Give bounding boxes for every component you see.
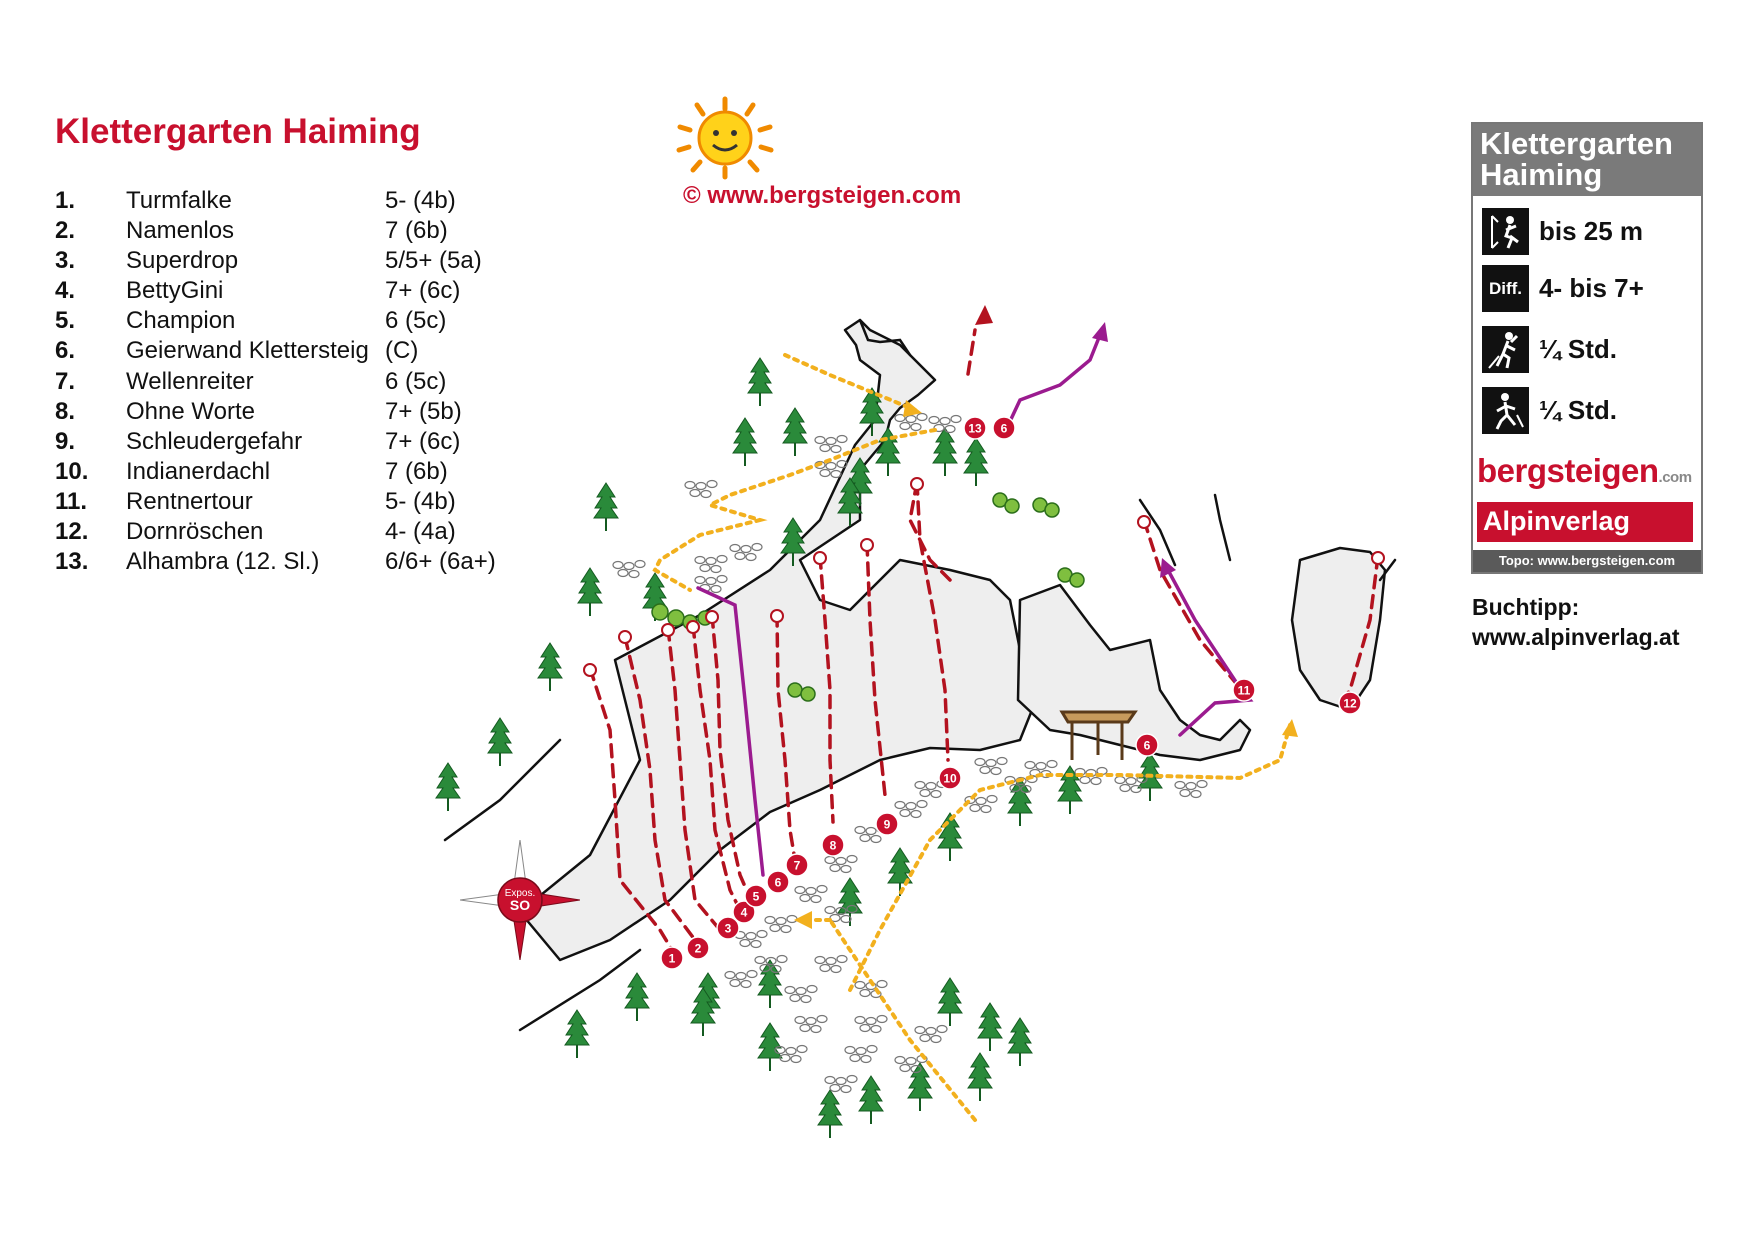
route-grade: 6/6+ (6a+) [385, 548, 496, 576]
route-num: 7. [55, 367, 76, 395]
book-tip-label: Buchtipp: [1472, 594, 1580, 620]
route-grade: 5/5+ (5a) [385, 247, 482, 275]
route-marker-label: 10 [943, 771, 957, 786]
route-name: Indianerdachl [126, 457, 271, 485]
route-num: 1. [55, 187, 76, 214]
route-marker-label: 7 [793, 858, 801, 873]
route-num: 5. [55, 307, 76, 335]
route-grade: 7 (6b) [385, 217, 448, 245]
page-title: Klettergarten Haiming [55, 112, 421, 151]
route-marker-label: 11 [1237, 683, 1251, 698]
route-grade: 6 (5c) [385, 367, 447, 395]
wall-height-icon [1482, 208, 1529, 255]
copyright-notice: © www.bergsteigen.com [683, 182, 962, 209]
route-name: Superdrop [126, 247, 239, 275]
route-grade: 7+ (6c) [385, 277, 461, 305]
route-num: 11. [55, 487, 88, 515]
route-num: 10. [55, 457, 89, 485]
route-num: 6. [55, 337, 76, 365]
hiker-up-icon [1482, 326, 1529, 373]
difficulty-value: 4- bis 7+ [1539, 273, 1644, 303]
difficulty-icon: Diff. [1482, 265, 1529, 312]
route-name: Schleudergefahr [126, 427, 303, 455]
route-grade: 6 (5c) [385, 307, 447, 335]
route-marker-label: 9 [883, 817, 891, 832]
route-marker-label: 6 [774, 875, 782, 890]
route-marker-label: 6 [1143, 738, 1151, 753]
compass-exposure-label: SO [509, 897, 531, 913]
route-arrowheads [975, 305, 993, 325]
route-num: 13. [55, 548, 89, 576]
book-tip-url[interactable]: www.alpinverlag.at [1472, 624, 1680, 650]
route-name: Ohne Worte [126, 397, 255, 425]
compass-icon [460, 840, 580, 960]
route-name: Wellenreiter [126, 367, 254, 395]
route-grade: 5- (4b) [385, 187, 456, 214]
route-grade: 4- (4a) [385, 518, 456, 546]
route-grade: 7+ (5b) [385, 397, 462, 425]
approach-time: ¼ Std. [1539, 334, 1618, 364]
route-num: 3. [55, 247, 76, 275]
route-num: 12. [55, 518, 89, 546]
compass-top-label: Expos. [504, 888, 536, 899]
book-tip [1472, 592, 1679, 652]
route-name: Turmfalke [126, 187, 232, 214]
descent-time: ¼ Std. [1539, 395, 1618, 425]
route-marker-label: 6 [1000, 421, 1008, 436]
bergsteigen-logo: bergsteigen.com [1477, 452, 1692, 489]
route-name: BettyGini [126, 277, 224, 305]
route-name: Rentnertour [126, 487, 253, 515]
height-value: bis 25 m [1539, 216, 1644, 246]
route-name: Dornröschen [126, 518, 264, 546]
info-box-title: Klettergarten Haiming [1473, 124, 1701, 196]
route-grade: (C) [385, 337, 419, 365]
route-name: Geierwand Klettersteig [126, 337, 369, 365]
route-num: 4. [55, 277, 76, 305]
info-box [1471, 122, 1703, 574]
route-name: Namenlos [126, 217, 235, 245]
info-row-height [1482, 208, 1643, 255]
route-marker-label: 13 [968, 421, 982, 436]
route-grade: 5- (4b) [385, 487, 456, 515]
route-grade: 7 (6b) [385, 457, 448, 485]
route-marker-label: 4 [740, 905, 748, 920]
route-marker-label: 2 [694, 941, 702, 956]
route-num: 9. [55, 427, 76, 455]
info-box-footer: Topo: www.bergsteigen.com [1473, 550, 1701, 572]
route-num: 2. [55, 217, 76, 245]
route-name: Alhambra (12. Sl.) [126, 548, 320, 576]
route-marker-label: 8 [829, 838, 837, 853]
info-row-difficulty [1482, 265, 1644, 312]
hiker-down-icon [1482, 387, 1529, 434]
route-marker-label: 5 [752, 889, 760, 904]
route-marker-label: 12 [1343, 696, 1357, 711]
route-name: Champion [126, 307, 236, 335]
route-marker-label: 3 [724, 921, 732, 936]
route-num: 8. [55, 397, 76, 425]
route-marker-label: 1 [668, 951, 676, 966]
alpinverlag-logo: Alpinverlag [1477, 502, 1693, 542]
info-row-approach [1482, 326, 1617, 373]
route-grade: 7+ (6c) [385, 427, 461, 455]
info-row-descent [1482, 387, 1617, 434]
